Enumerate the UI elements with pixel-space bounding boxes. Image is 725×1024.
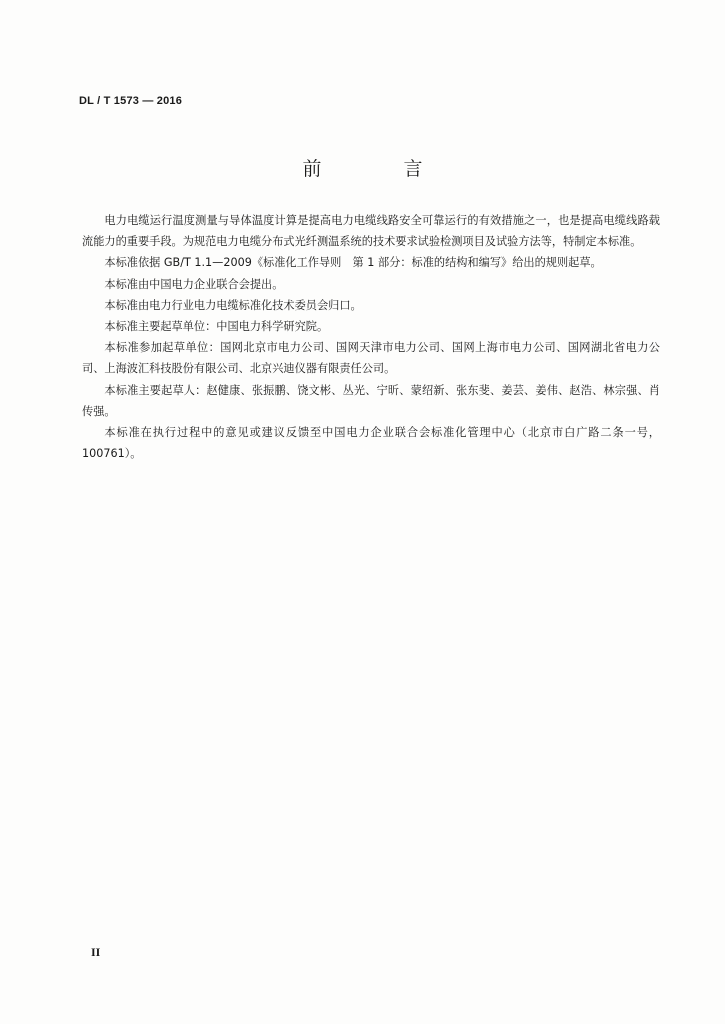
paragraph-main-drafters: 本标准主要起草人：赵健康、张振鹏、饶文彬、丛光、宁昕、蒙绍新、张东斐、姜芸、姜伟、赵浩、林宗强、肖传强。 xyxy=(82,383,660,418)
paragraph-main-drafter-unit: 本标准主要起草单位：中国电力科学研究院。 xyxy=(104,320,329,334)
page-number: II xyxy=(91,945,101,959)
paragraph-responsible-committee: 本标准由电力行业电力电缆标准化技术委员会归口。 xyxy=(104,298,362,312)
standard-code: DL / T 1573 — 2016 xyxy=(79,95,183,107)
page-title: 前 言 xyxy=(302,158,461,180)
foreword-body xyxy=(82,210,660,464)
paragraph-feedback: 本标准在执行过程中的意见或建议反馈至中国电力企业联合会标准化管理中心（北京市白广路二条一号，100761）。 xyxy=(82,426,660,461)
paragraph-drafting-rules: 本标准依据 GB/T 1.1—2009《标准化工作导则 第 1 部分：标准的结构和编写》给出的规则起草。 xyxy=(104,256,602,270)
paragraph-intro: 电力电缆运行温度测量与导体温度计算是提高电力电缆线路安全可靠运行的有效措施之一，也是提高电缆线路载流能力的重要手段。为规范电力电缆分布式光纤测温系统的技术要求试验检测项目及试验方法等，特制定本标准。 xyxy=(82,214,660,249)
paragraph-proposer: 本标准由中国电力企业联合会提出。 xyxy=(104,277,284,291)
paragraph-participating-units: 本标准参加起草单位：国网北京市电力公司、国网天津市电力公司、国网上海市电力公司、国网湖北省电力公司、上海波汇科技股份有限公司、北京兴迪仪器有限责任公司。 xyxy=(82,341,660,376)
